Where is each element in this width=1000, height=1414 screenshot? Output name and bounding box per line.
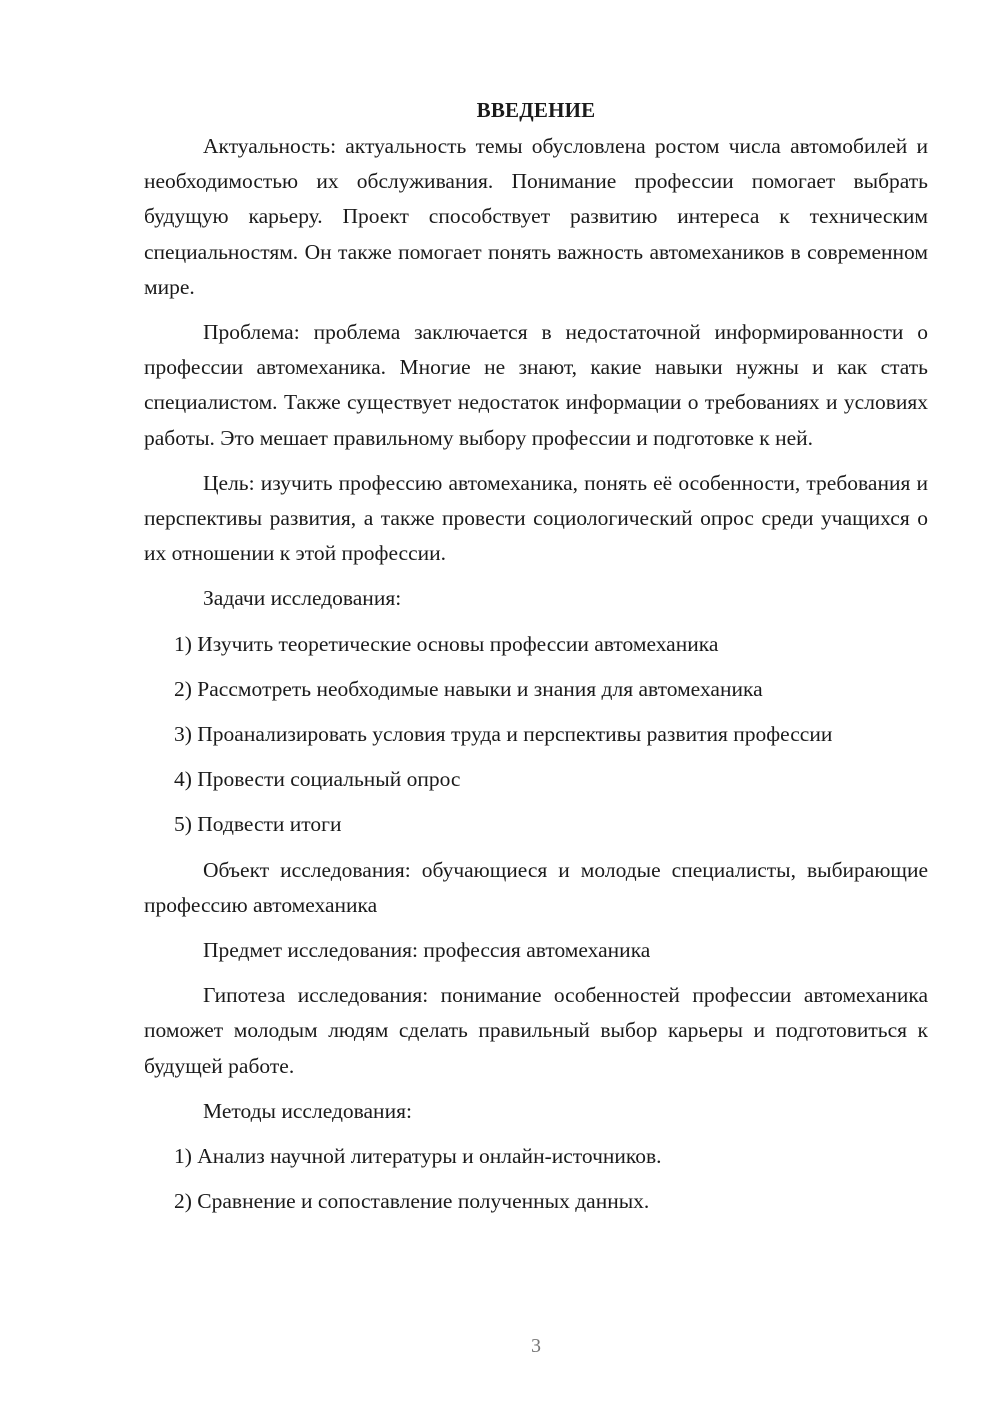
- method-item-1: 1) Анализ научной литературы и онлайн-источников.: [174, 1144, 662, 1169]
- paragraph-hypothesis: Гипотеза исследования: понимание особенностей профессии автомеханика поможет молодым людям сделать правильный выбор карьеры и подготовиться к будущей работе.: [144, 983, 928, 1078]
- task-item-1: 1) Изучить теоретические основы профессии автомеханика: [174, 631, 719, 656]
- tasks-heading: Задачи исследования:: [203, 586, 402, 611]
- document-page: [144, 93, 928, 1229]
- paragraph-subject: Предмет исследования: профессия автомеханика: [203, 938, 651, 963]
- task-item-5: 5) Подвести итоги: [174, 812, 342, 837]
- task-item-3: 3) Проанализировать условия труда и перспективы развития профессии: [174, 722, 833, 747]
- method-item-2: 2) Сравнение и сопоставление полученных данных.: [174, 1189, 650, 1214]
- paragraph-goal: Цель: изучить профессию автомеханика, понять её особенности, требования и перспективы развития, а также провести социологический опрос среди учащихся о их отношении к этой профессии.: [144, 470, 928, 566]
- task-item-4: 4) Провести социальный опрос: [174, 767, 461, 792]
- page-number: 3: [531, 1335, 541, 1357]
- methods-heading: Методы исследования:: [203, 1098, 412, 1123]
- paragraph-object: Объект исследования: обучающиеся и молодые специалисты, выбирающие профессию автомеханика: [144, 857, 928, 917]
- paragraph-relevance: Актуальность: актуальность темы обусловлена ростом числа автомобилей и необходимостью их обслуживания. Понимание профессии помогает выбрать будущую карьеру. Проект способствует развитию интереса к техническим специальностям. Он также помогает понять важность автомехаников в современном мире.: [144, 134, 928, 299]
- section-heading: ВВЕДЕНИЕ: [476, 98, 596, 122]
- paragraph-problem: Проблема: проблема заключается в недостаточной информированности о профессии автомеханика. Многие не знают, какие навыки нужны и как стать специалистом. Также существует недостаток информации о требованиях и условиях работы. Это мешает правильному выбору профессии и подготовке к ней.: [144, 320, 928, 450]
- task-item-2: 2) Рассмотреть необходимые навыки и знания для автомеханика: [174, 676, 763, 701]
